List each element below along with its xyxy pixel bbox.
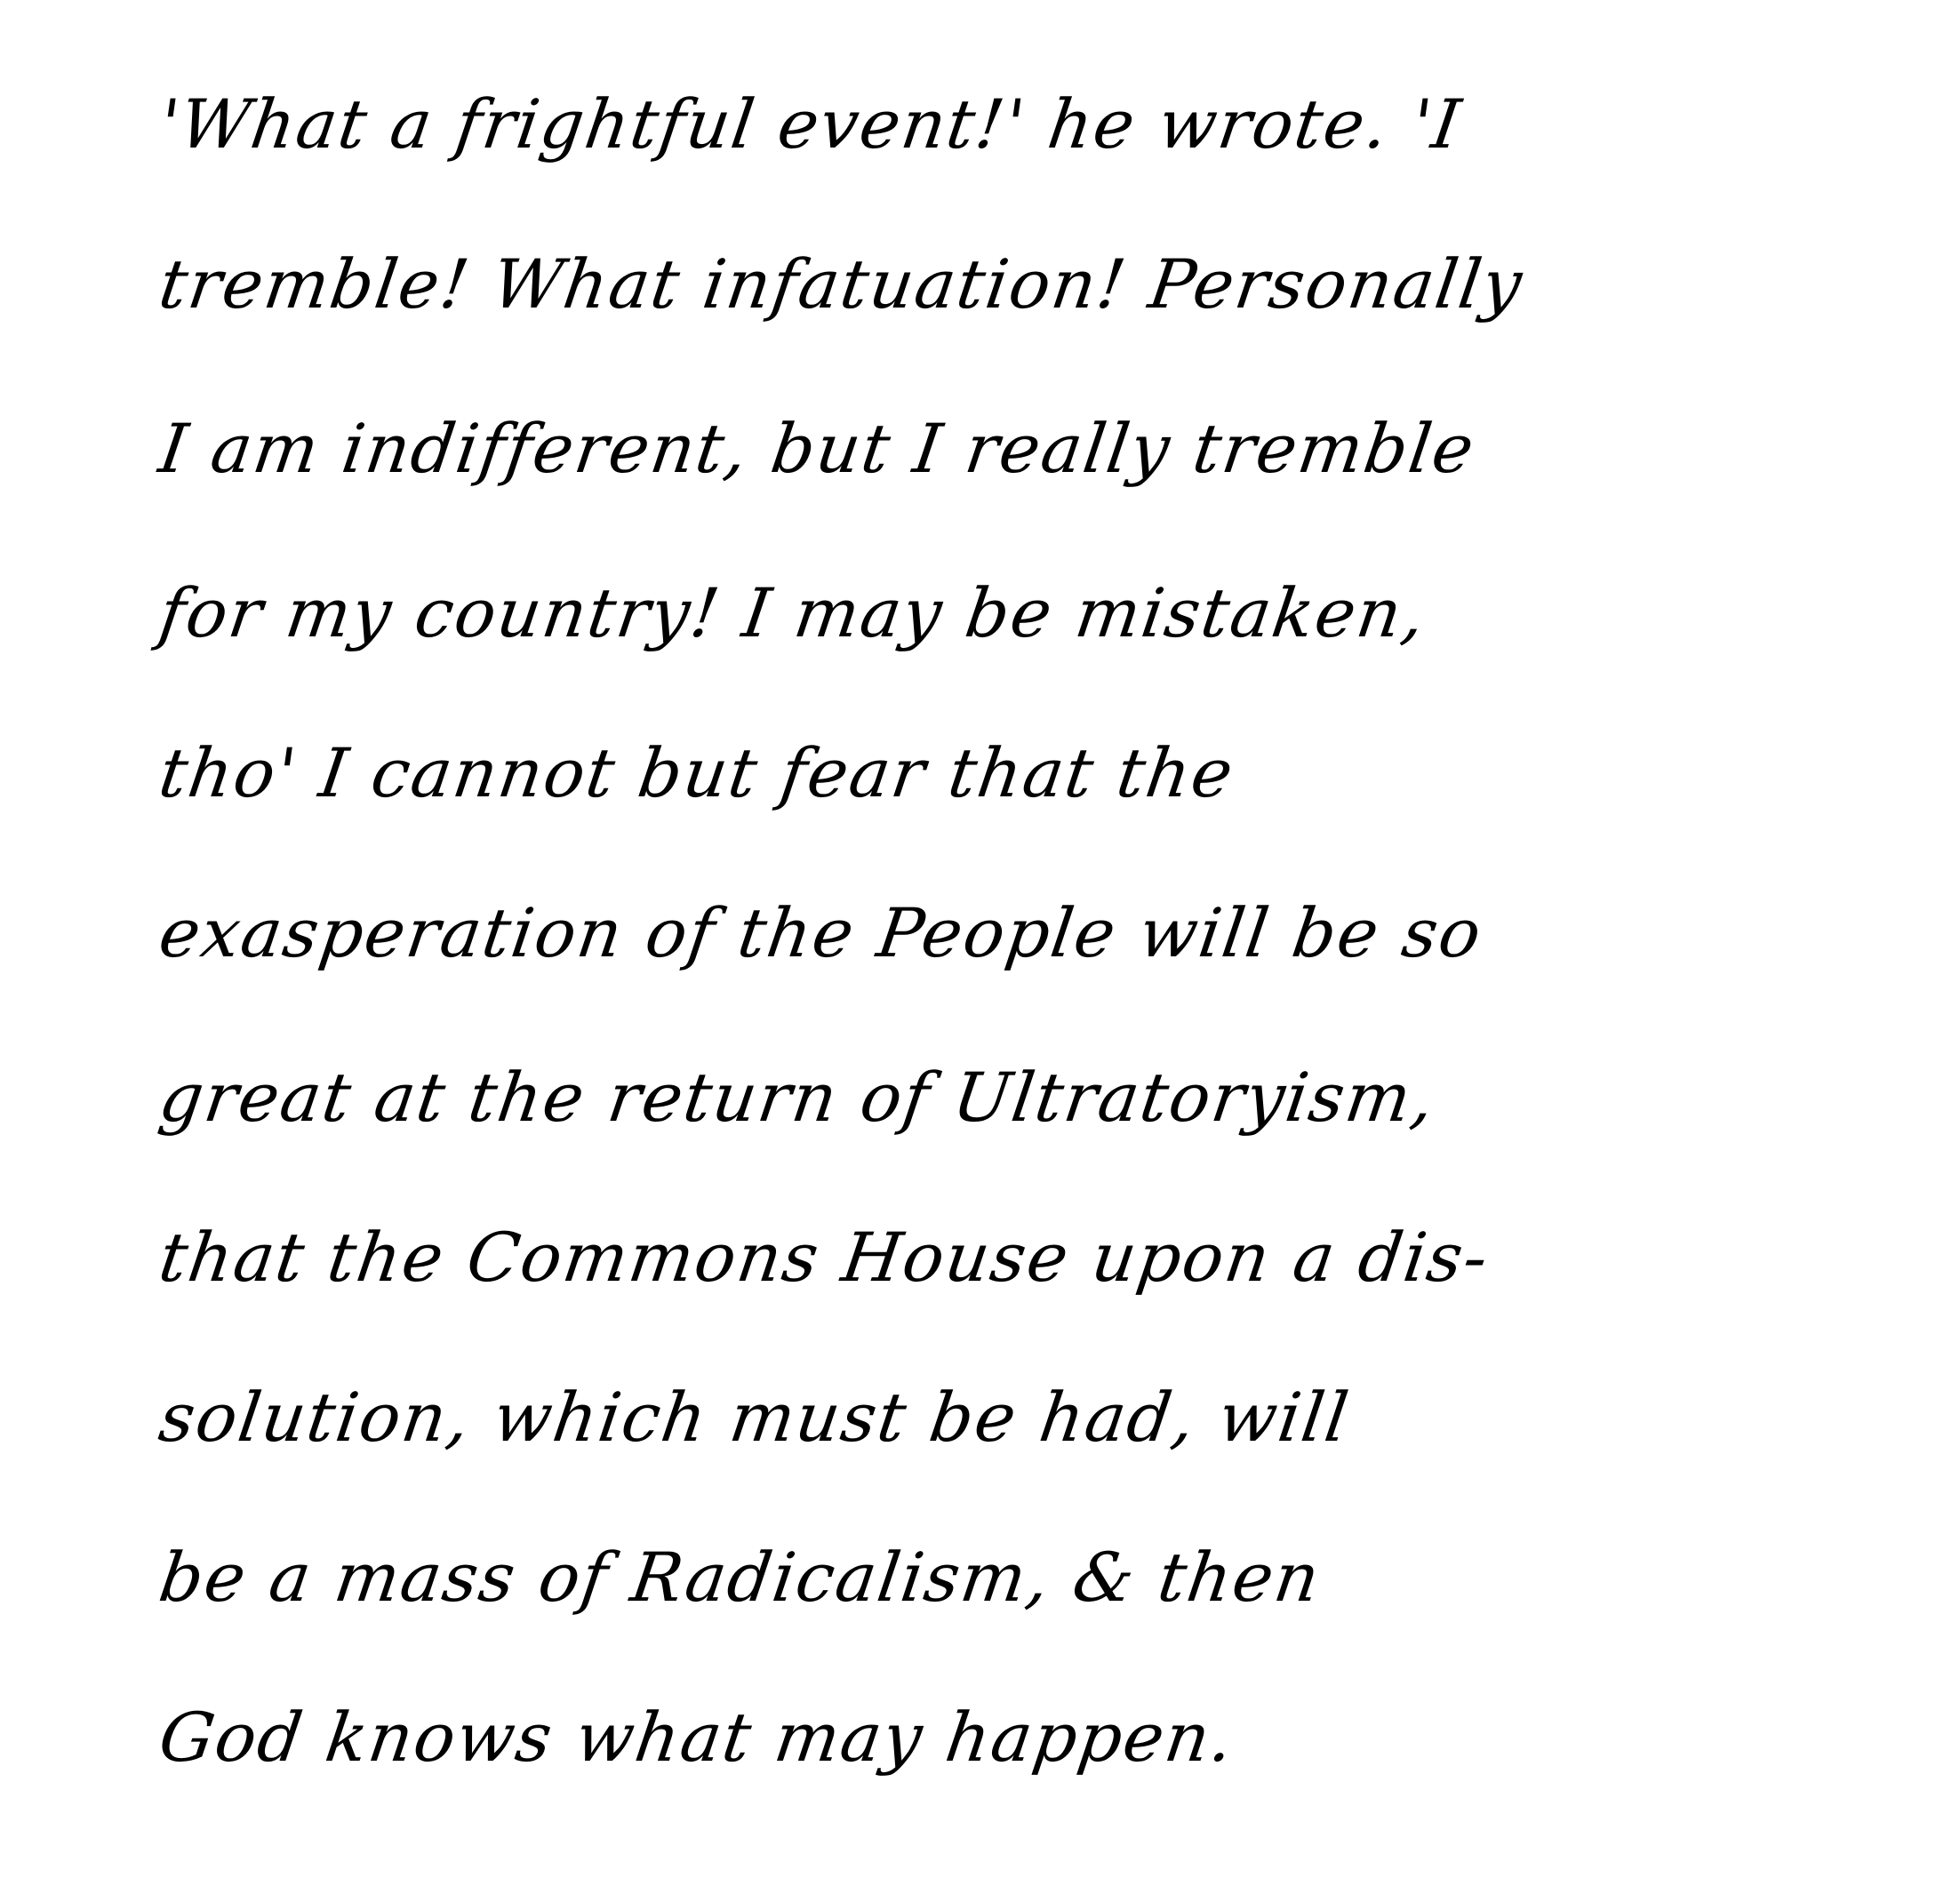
handwritten-line: tho' I cannot but fear that the: [154, 733, 1240, 812]
handwritten-line: for my country! I may be mistaken,: [154, 573, 1432, 652]
handwritten-line: I am indifferent, but I really tremble: [154, 409, 1481, 488]
handwritten-line: that the Commons House upon a dis-: [154, 1218, 1495, 1297]
handwritten-line: great at the return of Ultratoryism,: [154, 1058, 1441, 1137]
handwritten-line: solution, which must be had, will: [154, 1378, 1355, 1457]
handwritten-line: 'What a frightful event!' he wrote. 'I: [154, 84, 1468, 164]
handwritten-line: exasperation of the People will be so: [154, 893, 1488, 972]
handwritten-line: God knows what may happen.: [154, 1698, 1240, 1777]
handwritten-line: tremble! What infatuation! Personally: [154, 244, 1529, 324]
handwritten-line: be a mass of Radicalism, & then: [154, 1538, 1326, 1617]
